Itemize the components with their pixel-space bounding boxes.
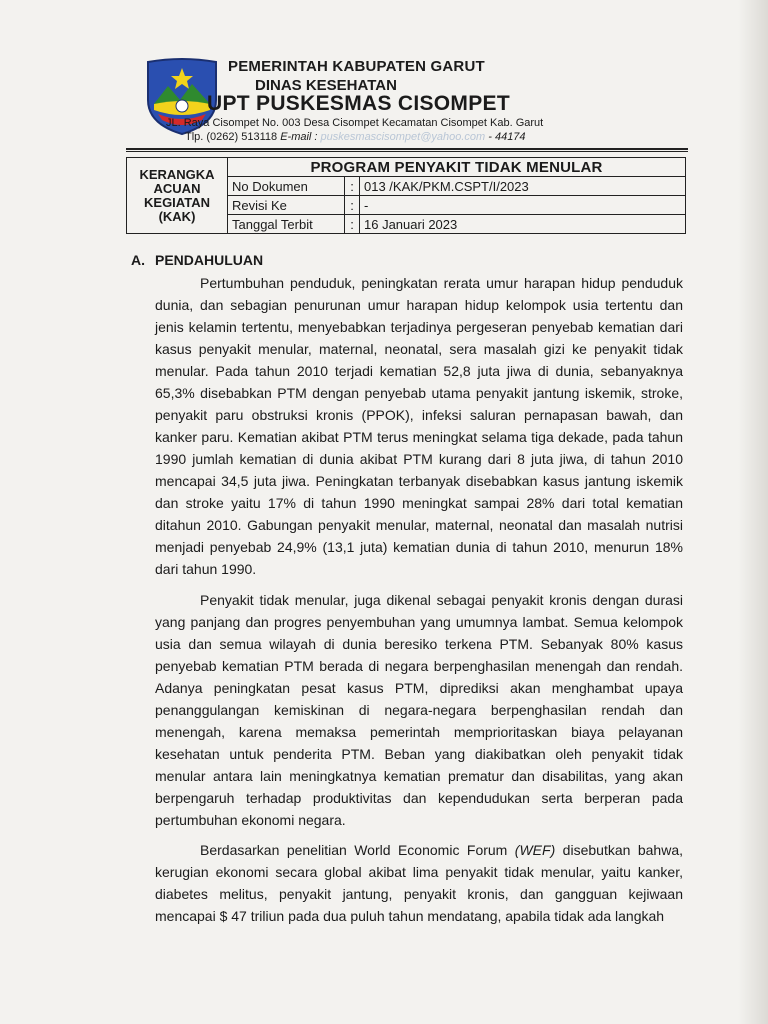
paragraph-3-end: disebutkan bahwa, kerugian ekonomi secara global akibat lima penyakit tidak menular, yaitu kanker, diabetes melitus, penyakit jantung, penyakit kronis, dan gangguan kejiwaan mencapai $ 47 triliun pada dua puluh tahun mendatang, apabila tidak ada langkah bbox=[155, 842, 683, 924]
section-title: PENDAHULUAN bbox=[155, 252, 264, 268]
letterhead-address: JL. Raya Cisompet No. 003 Desa Cisompet Kecamatan Cisompet Kab. Garut bbox=[166, 117, 544, 129]
issue-date-value: 16 Januari 2023 bbox=[360, 215, 686, 234]
section-letter: A. bbox=[131, 252, 145, 268]
page-edge-shadow bbox=[738, 0, 768, 1024]
letterhead-contact bbox=[185, 131, 526, 143]
kak-header-line: KEGIATAN bbox=[144, 194, 210, 210]
paragraph-2 bbox=[155, 589, 683, 831]
letterhead-government: PEMERINTAH KABUPATEN GARUT bbox=[228, 58, 485, 75]
paragraph-text: Penyakit tidak menular, juga dikenal sebagai penyakit kronis dengan durasi yang panjang dan progres penyembuhan yang umumnya lambat. Semua kelompok usia dan semua wilayah di dunia beresiko terkena PTM. Sebanyak 80% kasus penyebab kematian PTM berada di negara berpenghasilan menengah dan rendah. Adanya peningkatan pesat kasus PTM, diprediksi akan menghambat upaya penanggulangan kemiskinan di negara-negara berpenghasilan rendah dan menengah, karena memaksa pemerintah memprioritaskan biaya pelayanan kesehatan untuk penderita PTM. Beban yang diakibatkan oleh penyakit tidak menular antara lain meningkatnya kematian prematur dan disabilitas, yang akan berpengaruh terhadap produktivitas dan kependudukan serta berperan pada pertumbuhan ekonomi negara. bbox=[155, 592, 683, 828]
letterhead bbox=[140, 50, 640, 143]
letterhead-postcode: - 44174 bbox=[488, 131, 526, 143]
row-separator: : bbox=[345, 215, 360, 234]
letterhead-telephone: Tlp. (0262) 513118 bbox=[185, 131, 278, 143]
kak-header-line: KERANGKA bbox=[139, 166, 215, 182]
letterhead-divider-thin bbox=[126, 151, 688, 152]
letterhead-divider-thick bbox=[126, 148, 688, 150]
kak-info-table bbox=[126, 157, 686, 234]
kak-header-line: (KAK) bbox=[158, 208, 196, 224]
row-separator: : bbox=[345, 177, 360, 196]
document-number-label: No Dokumen bbox=[228, 177, 345, 196]
paragraph-text: Pertumbuhan penduduk, peningkatan rerata umur harapan hidup penduduk dunia, dan sebagian penurunan umur harapan hidup kelompok usia tertentu dan jenis kelamin tertentu, menyebabkan terjadinya pergeseran penyebab kematian dari kasus penyakit menular, maternal, neonatal, sera masalah gizi ke penyakit tidak menular. Pada tahun 2010 terjadi kematian 52,8 juta jiwa di dunia, sebanyaknya 65,3% disebabkan PTM dengan penyebab utama penyakit jantung iskemik, stroke, penyakit paru obstruksi kronis (PPOK), infeksi saluran pernapasan bawah, dan kanker paru. Kematian akibat PTM terus meningkat selama tiga dekade, pada tahun 1990 jumlah kematian di dunia akibat PTM kurang dari 8 juta jiwa, di tahun 2010 mencapai 34,5 juta jiwa. Peningkatan terbanyak disebabkan kasus jantung iskemik dan stroke yaitu 17% di tahun 1990 meningkat sampai 28% dari total kematian ditahun 2010. Gabungan penyakit menular, maternal, neonatal dan masalah nutrisi menjadi penyebab 24,9% (13,1 juta) kematian dunia di tahun 2010, menurun 18% dari tahun 1990. bbox=[155, 275, 683, 577]
letterhead-email-value: puskesmascisompet@yahoo.com bbox=[320, 131, 486, 143]
program-title: PROGRAM PENYAKIT TIDAK MENULAR bbox=[228, 158, 686, 177]
paragraph-3 bbox=[155, 839, 683, 927]
letterhead-puskesmas-name: UPT PUSKESMAS CISOMPET bbox=[207, 92, 510, 115]
issue-date-label: Tanggal Terbit bbox=[228, 215, 345, 234]
wef-abbreviation: (WEF) bbox=[514, 842, 556, 858]
kak-header-cell bbox=[127, 158, 228, 234]
paragraph-3-start: Berdasarkan penelitian World Economic Forum bbox=[200, 842, 515, 858]
kak-header-line: ACUAN bbox=[153, 180, 201, 196]
row-separator: : bbox=[345, 196, 360, 215]
paragraph-text bbox=[155, 839, 683, 927]
document-number-value: 013 /KAK/PKM.CSPT/I/2023 bbox=[360, 177, 686, 196]
section-heading bbox=[131, 252, 263, 268]
paragraph-1 bbox=[155, 272, 683, 580]
revision-label: Revisi Ke bbox=[228, 196, 345, 215]
revision-value: - bbox=[360, 196, 686, 215]
letterhead-department: DINAS KESEHATAN bbox=[255, 77, 397, 94]
letterhead-email-label: E-mail : bbox=[280, 131, 318, 143]
